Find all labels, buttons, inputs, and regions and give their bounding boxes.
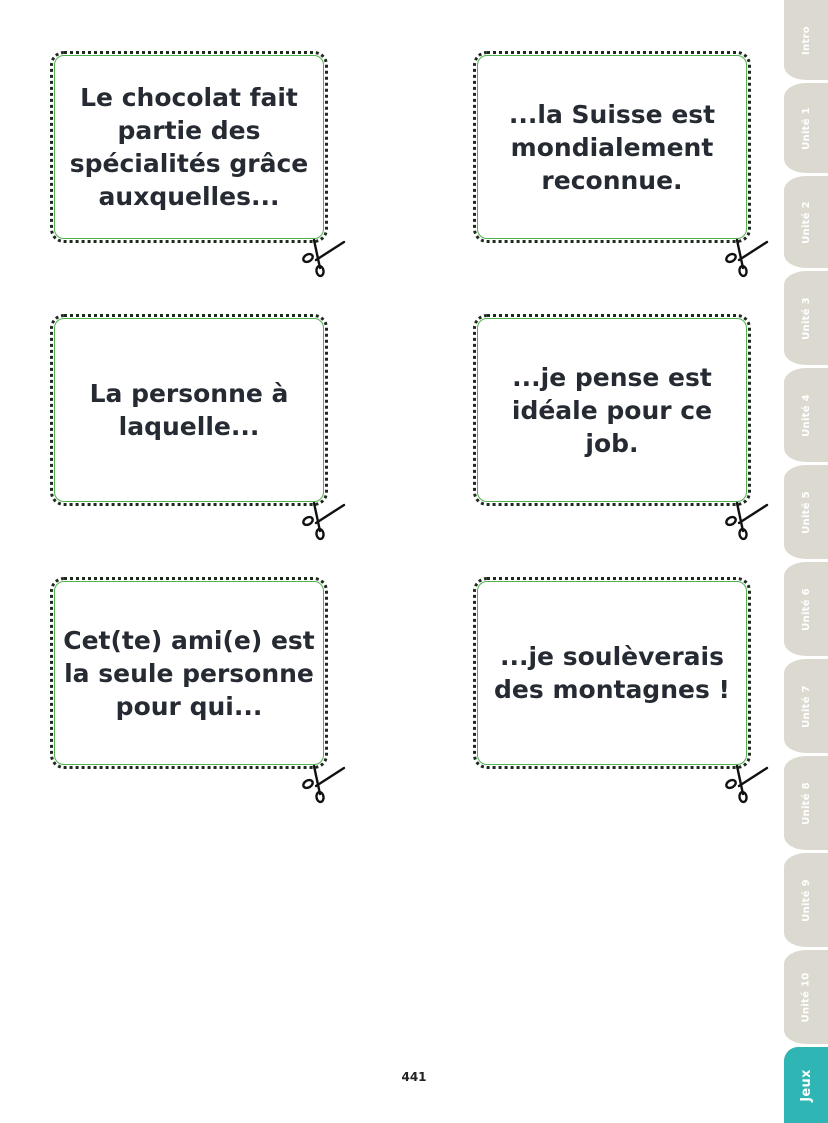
card-text: ...je pense est idéale pour ce job. [511, 362, 713, 458]
scissors-icon [300, 501, 346, 541]
tab-jeux[interactable] [784, 1047, 828, 1123]
tab-label: Unité 5 [800, 490, 812, 534]
tab-unite-1[interactable] [784, 83, 828, 173]
card-5 [50, 577, 328, 769]
tab-label: Unité 3 [800, 296, 812, 340]
card-text: ...je soulèverais des montagnes ! [494, 642, 730, 704]
section-tabs [784, 0, 828, 1123]
tab-unite-10[interactable] [784, 950, 828, 1044]
tab-label: Unité 2 [800, 200, 812, 244]
tab-unite-3[interactable] [784, 271, 828, 365]
tab-unite-5[interactable] [784, 465, 828, 559]
tab-label: Unité 9 [800, 878, 812, 922]
scissors-icon [300, 238, 346, 278]
card-2 [473, 51, 751, 243]
page-number: 441 [401, 1070, 427, 1084]
card-6 [473, 577, 751, 769]
tab-label: Unité 4 [800, 393, 812, 437]
card-1 [50, 51, 328, 243]
card-3 [50, 314, 328, 506]
card-text: Cet(te) ami(e) est la seule personne pour qui... [63, 625, 315, 721]
card-4 [473, 314, 751, 506]
tab-unite-8[interactable] [784, 756, 828, 850]
tab-unite-4[interactable] [784, 368, 828, 462]
scissors-icon [300, 764, 346, 804]
tab-label: Unité 10 [800, 971, 812, 1023]
scissors-icon [723, 238, 769, 278]
tab-label: Unité 7 [800, 684, 812, 728]
tab-label: Intro [800, 25, 812, 55]
tab-unite-2[interactable] [784, 176, 828, 268]
scissors-icon [723, 501, 769, 541]
tab-label: Unité 8 [800, 781, 812, 825]
tab-label: Jeux [798, 1068, 814, 1102]
card-text: Le chocolat fait partie des spécialités grâce auxquelles... [69, 83, 309, 211]
tab-unite-7[interactable] [784, 659, 828, 753]
card-text: ...la Suisse est mondialement reconnue. [508, 99, 716, 195]
tab-unite-6[interactable] [784, 562, 828, 656]
scissors-icon [723, 764, 769, 804]
tab-intro[interactable] [784, 0, 828, 80]
tab-label: Unité 1 [800, 106, 812, 150]
card-text: La personne à laquelle... [89, 379, 289, 441]
tab-label: Unité 6 [800, 587, 812, 631]
tab-unite-9[interactable] [784, 853, 828, 947]
